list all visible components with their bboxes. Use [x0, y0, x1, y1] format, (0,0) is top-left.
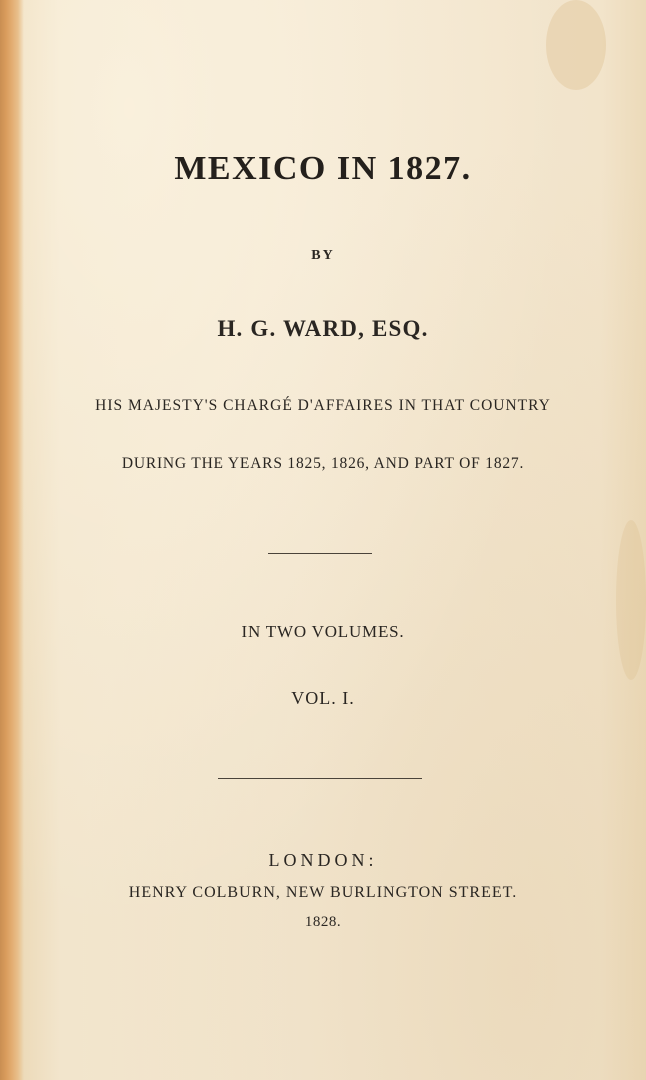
- imprint-year: 1828.: [304, 914, 342, 930]
- author-name: H. G. WARD, ESQ.: [217, 316, 429, 341]
- by-line: BY: [311, 248, 335, 263]
- paper-stain: [546, 0, 606, 90]
- volumes-note: IN TWO VOLUMES.: [241, 622, 405, 641]
- imprint-publisher: HENRY COLBURN, NEW BURLINGTON STREET.: [128, 884, 518, 901]
- paper-stain: [616, 520, 646, 680]
- book-title: MEXICO IN 1827.: [174, 150, 472, 187]
- divider-rule: [218, 778, 422, 779]
- author-years: DURING THE YEARS 1825, 1826, AND PART OF 1827.: [121, 455, 525, 472]
- volume-number: VOL. I.: [291, 688, 355, 708]
- divider-rule: [268, 553, 372, 554]
- author-office: HIS MAJESTY'S CHARGÉ D'AFFAIRES IN THAT COUNTRY: [95, 397, 551, 414]
- imprint-city: LONDON:: [268, 850, 378, 870]
